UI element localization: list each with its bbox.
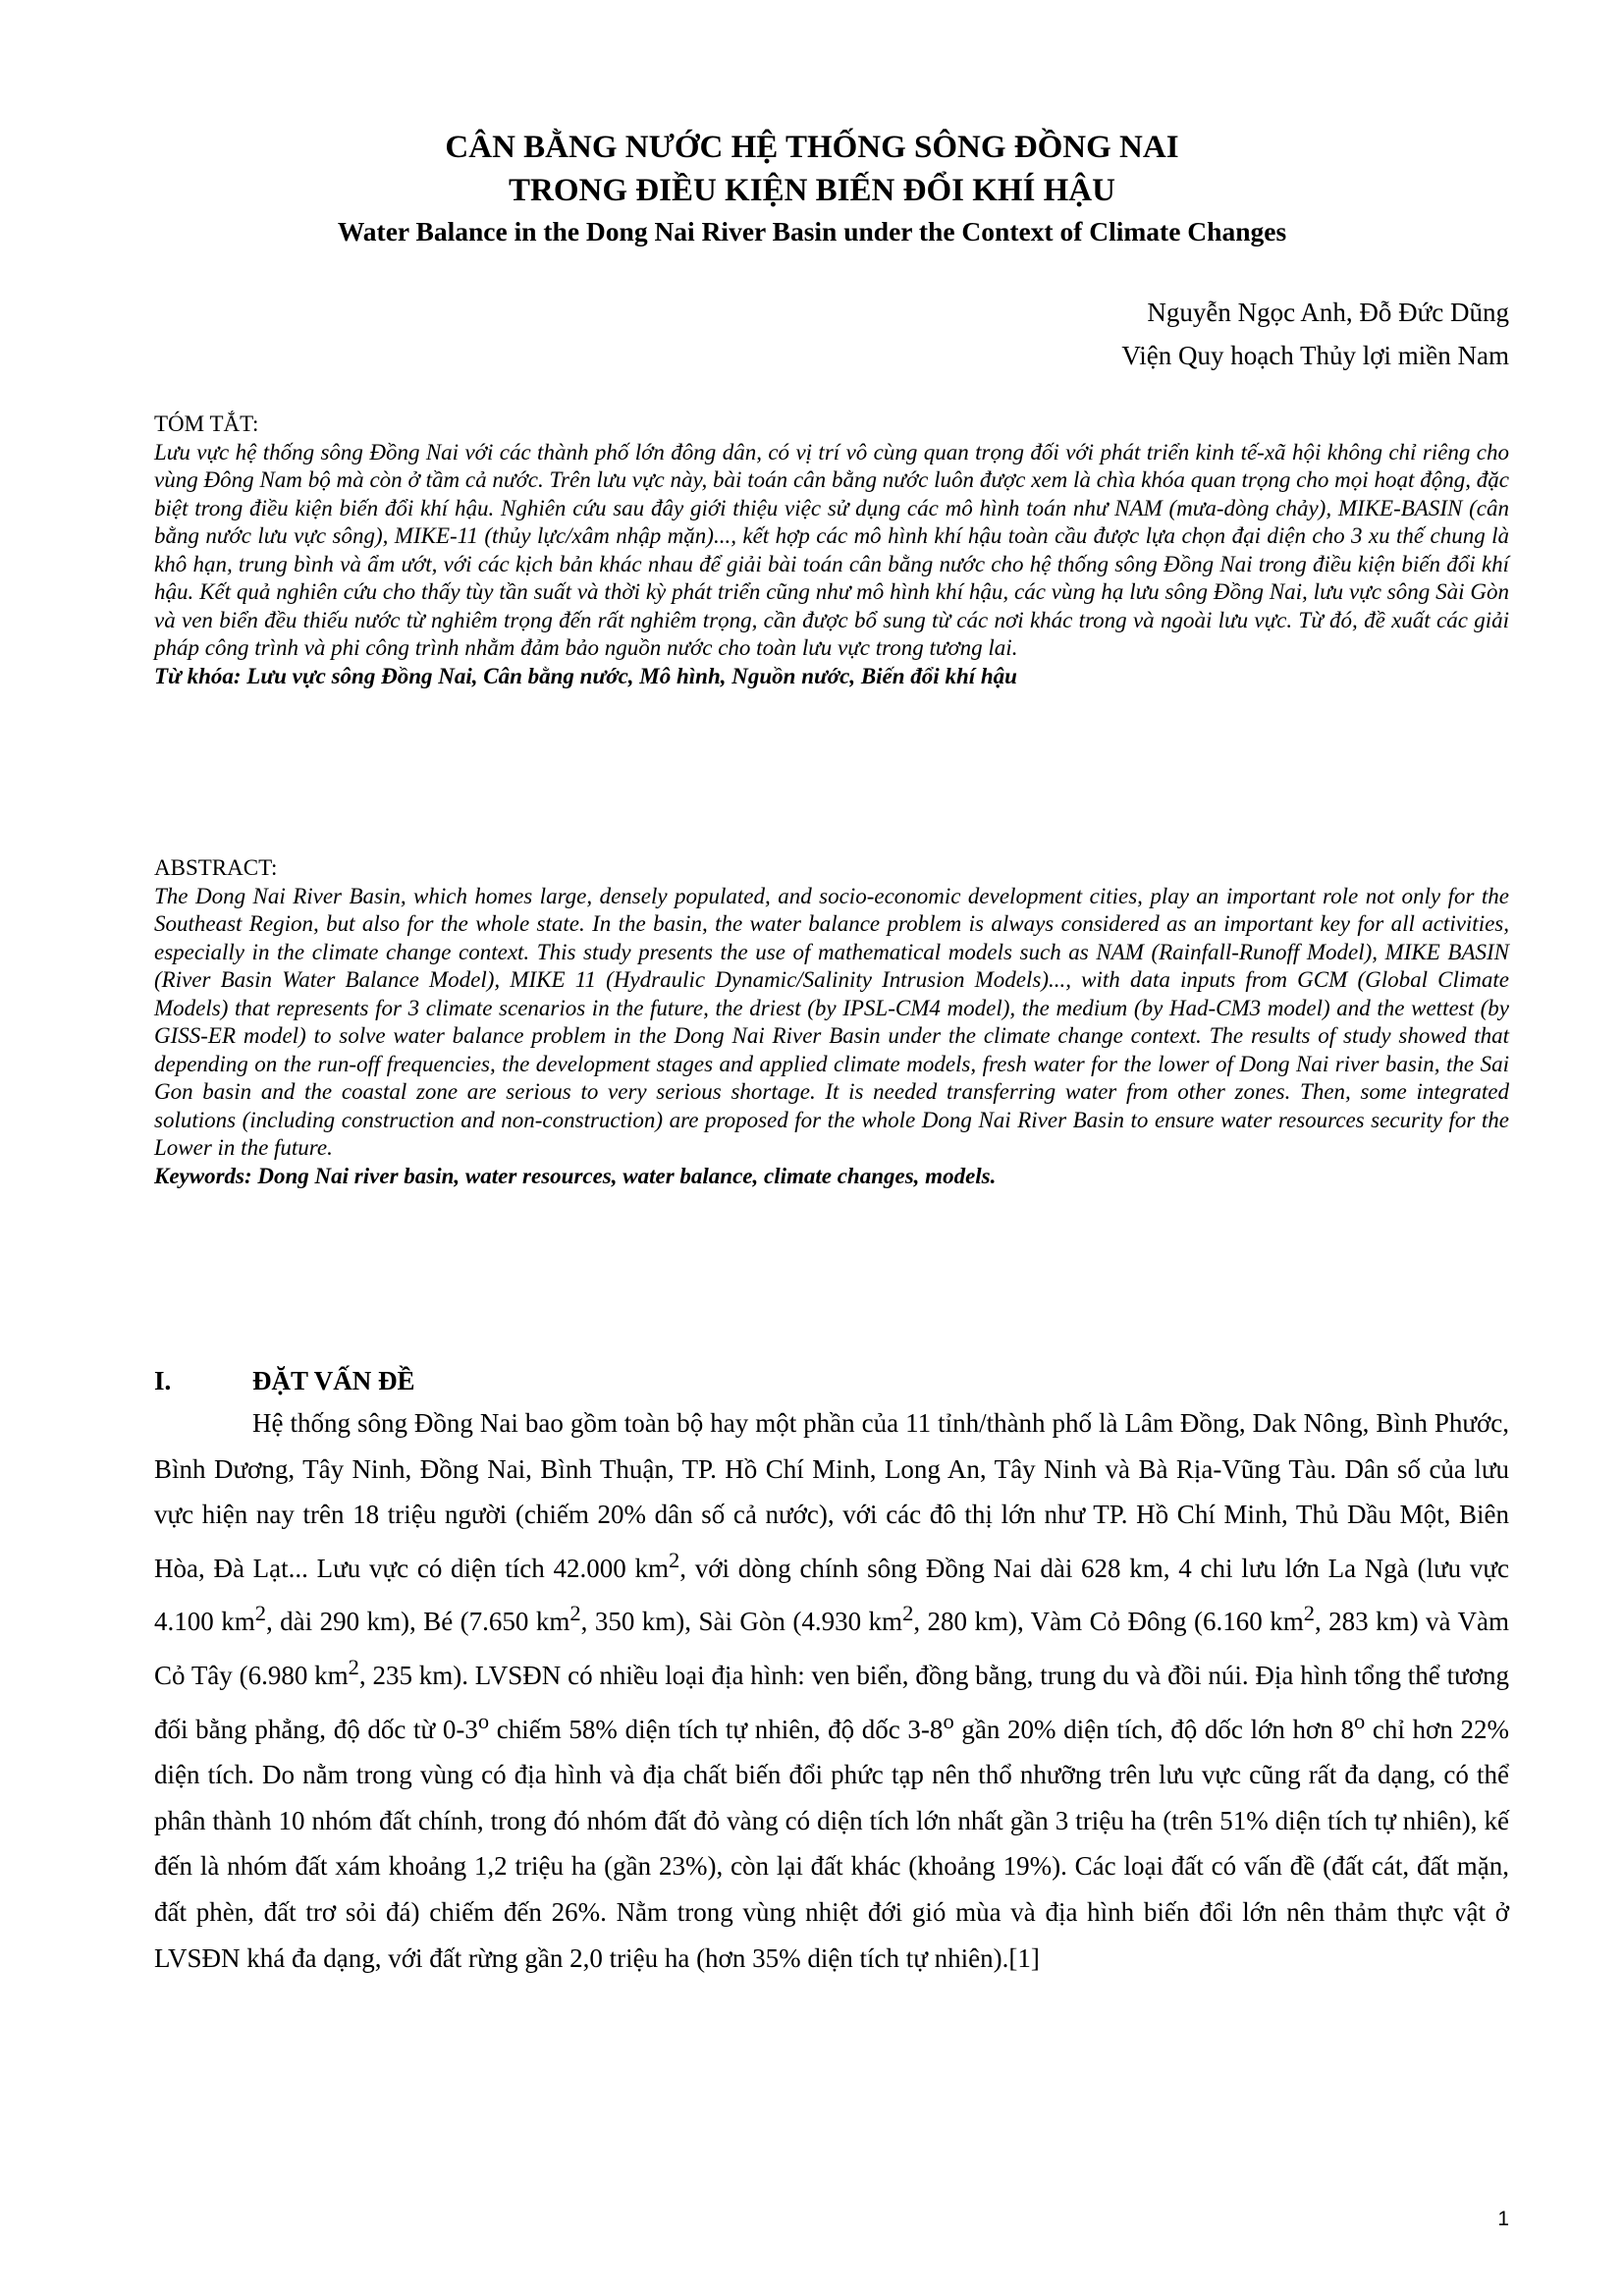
title-vietnamese-line-2: TRONG ĐIỀU KIỆN BIẾN ĐỔI KHÍ HẬU	[509, 173, 1115, 208]
author-affiliation: Viện Quy hoạch Thủy lợi miền Nam	[1121, 341, 1509, 370]
abstract-body: The Dong Nai River Basin, which homes large, densely populated, and socio-economic development cities, play an important role not only for the Southeast Region, but also for the whole state. In the basin, the water balance problem is always considered as an important key for all activities, especially in the climate change context. This study presents the use of mathematical models such as NAM (Rainfall-Runoff Model), MIKE BASIN (River Basin Water Balance Model), MIKE 11 (Hydraulic Dynamic/Salinity Intrusion Models)..., with data inputs from GCM (Global Climate Models) that represents for 3 climate scenarios in the future, the driest (by IPSL-CM4 model), the medium (by Had-CM3 model) and the wettest (by GISS-ER model) to solve water balance problem in the Dong Nai River Basin under the climate change context. The results of study showed that depending on the run-off frequencies, the development stages and applied climate models, fresh water for the lower of Dong Nai river basin, the Sai Gon basin and the coastal zone are serious to very serious shortage. It is needed transferring water from other zones. Then, some integrated solutions (including construction and non-construction) are proposed for the whole Dong Nai River Basin to ensure water resources security for the Lower in the future.	[154, 883, 1509, 1160]
superscript: 2	[668, 1547, 680, 1572]
abstract-section	[154, 854, 1509, 1190]
page-number: 1	[1497, 2208, 1509, 2230]
superscript: o	[477, 1708, 490, 1733]
section-paragraph	[154, 1400, 1509, 1981]
title-block	[0, 126, 1624, 251]
paragraph-text: gần 20% diện tích, độ dốc lớn hơn 8	[953, 1714, 1354, 1744]
abstract-keywords: Keywords: Dong Nai river basin, water resources, water balance, climate changes, models.	[154, 1163, 997, 1188]
superscript: 2	[902, 1601, 914, 1626]
paragraph-text: chiếm 58% diện tích tự nhiên, độ dốc 3-8	[489, 1714, 944, 1744]
superscript: 2	[569, 1601, 581, 1626]
superscript: 2	[254, 1601, 266, 1626]
section-title: ĐẶT VẤN ĐỀ	[252, 1366, 415, 1395]
tom-tat-body: Lưu vực hệ thống sông Đồng Nai với các thành phố lớn đông dân, có vị trí vô cùng quan trọng đối với phát triển kinh tế-xã hội không chỉ riêng cho vùng Đông Nam bộ mà còn ở tầm cả nước. Trên lưu vực này, bài toán cân bằng nước luôn được xem là chìa khóa quan trọng cho mọi hoạt động, đặc biệt trong điều kiện biến đổi khí hậu. Nghiên cứu sau đây giới thiệu việc sử dụng các mô hình toán như NAM (mưa-dòng chảy), MIKE-BASIN (cân bằng nước lưu vực sông), MIKE-11 (thủy lực/xâm nhập mặn)..., kết hợp các mô hình khí hậu toàn cầu được lựa chọn đại diện cho 3 xu thế chung là khô hạn, trung bình và ẩm ướt, với các kịch bản khác nhau để giải bài toán cân bằng nước cho hệ thống sông Đồng Nai trong điều kiện biến đổi khí hậu. Kết quả nghiên cứu cho thấy tùy tần suất và thời kỳ phát triển cũng như mô hình khí hậu, các vùng hạ lưu sông Đồng Nai, lưu vực sông Sài Gòn và ven biển đều thiếu nước từ nghiêm trọng đến rất nghiêm trọng, cần được bổ sung từ các nơi khác trong và ngoài lưu vực. Từ đó, đề xuất các giải pháp công trình và phi công trình nhằm đảm bảo nguồn nước cho toàn lưu vực trong tương lai.	[154, 439, 1509, 660]
superscript: 2	[348, 1654, 359, 1679]
author-block	[1121, 291, 1509, 377]
paragraph-text: Hệ thống sông Đồng Nai bao gồm toàn bộ hay một phần của 11 tỉnh/thành phố là Lâm Đồng, Dak Nông, Bình Phước, Bình Dương, Tây Ninh, Đồng Nai, Bình Thuận, TP. Hồ Chí Minh, Long An, Tây Ninh và Bà Rịa-Vũng Tàu. Dân số của lưu vực hiện nay trên 18 triệu người (chiếm 20% dân số cả nước), với các đô thị lớn như TP. Hồ Chí Minh, Thủ Dầu Một, Biên Hòa, Đà Lạt... Lưu vực có diện tích 42.000 km	[154, 1408, 1509, 1583]
section-heading	[154, 1361, 415, 1400]
tom-tat-heading: TÓM TẮT:	[154, 411, 259, 436]
abstract-heading: ABSTRACT:	[154, 855, 278, 880]
paragraph-text: , dài 290 km), Bé (7.650 km	[265, 1607, 570, 1637]
paragraph-text: , với dòng chính sông Đồng Nai dài 628 km, 4 chi lưu lớn La Ngà (lưu vực 4.100 km	[154, 1553, 1509, 1637]
paragraph-text: , 235 km). LVSĐN có nhiều loại địa hình: ven biển, đồng bằng, trung du và đồi núi. Địa hình tổng thể tương đối bằng phẳng, độ dốc từ 0-3	[154, 1660, 1509, 1744]
paragraph-text: , 283 km) và Vàm Cỏ Tây (6.980 km	[154, 1607, 1509, 1690]
author-names: Nguyễn Ngọc Anh, Đỗ Đức Dũng	[1147, 298, 1509, 327]
title-vietnamese-line-1: CÂN BẰNG NƯỚC HỆ THỐNG SÔNG ĐỒNG NAI	[445, 130, 1179, 165]
title-english: Water Balance in the Dong Nai River Basin under the Context of Climate Changes	[337, 216, 1287, 246]
paragraph-text: , 350 km), Sài Gòn (4.930 km	[580, 1607, 903, 1637]
paragraph-text: chỉ hơn 22% diện tích. Do nằm trong vùng có địa hình và địa chất biến đổi phức tạp nên thổ nhưỡng trên lưu vực cũng rất đa dạng, có thể phân thành 10 nhóm đất chính, trong đó nhóm đất đỏ vàng có diện tích lớn nhất gần 3 triệu ha (trên 51% diện tích tự nhiên), kế đến là nhóm đất xám khoảng 1,2 triệu ha (gần 23%), còn lại đất khác (khoảng 19%). Các loại đất có vấn đề (đất cát, đất mặn, đất phèn, đất trơ sỏi đá) chiếm đến 26%. Nằm trong vùng nhiệt đới gió mùa và địa hình biến đổi lớn nên thảm thực vật ở LVSĐN khá đa dạng, với đất rừng gần 2,0 triệu ha (hơn 35% diện tích tự nhiên).[1]	[154, 1714, 1509, 1973]
tom-tat-keywords: Từ khóa: Lưu vực sông Đồng Nai, Cân bằng nước, Mô hình, Nguồn nước, Biến đổi khí hậu	[154, 663, 1017, 688]
superscript: 2	[1303, 1601, 1315, 1626]
paragraph-text: , 280 km), Vàm Cỏ Đông (6.160 km	[913, 1607, 1304, 1637]
superscript: o	[943, 1708, 954, 1733]
section-number: I.	[154, 1366, 172, 1395]
tom-tat-section	[154, 410, 1509, 690]
superscript: o	[1353, 1708, 1366, 1733]
